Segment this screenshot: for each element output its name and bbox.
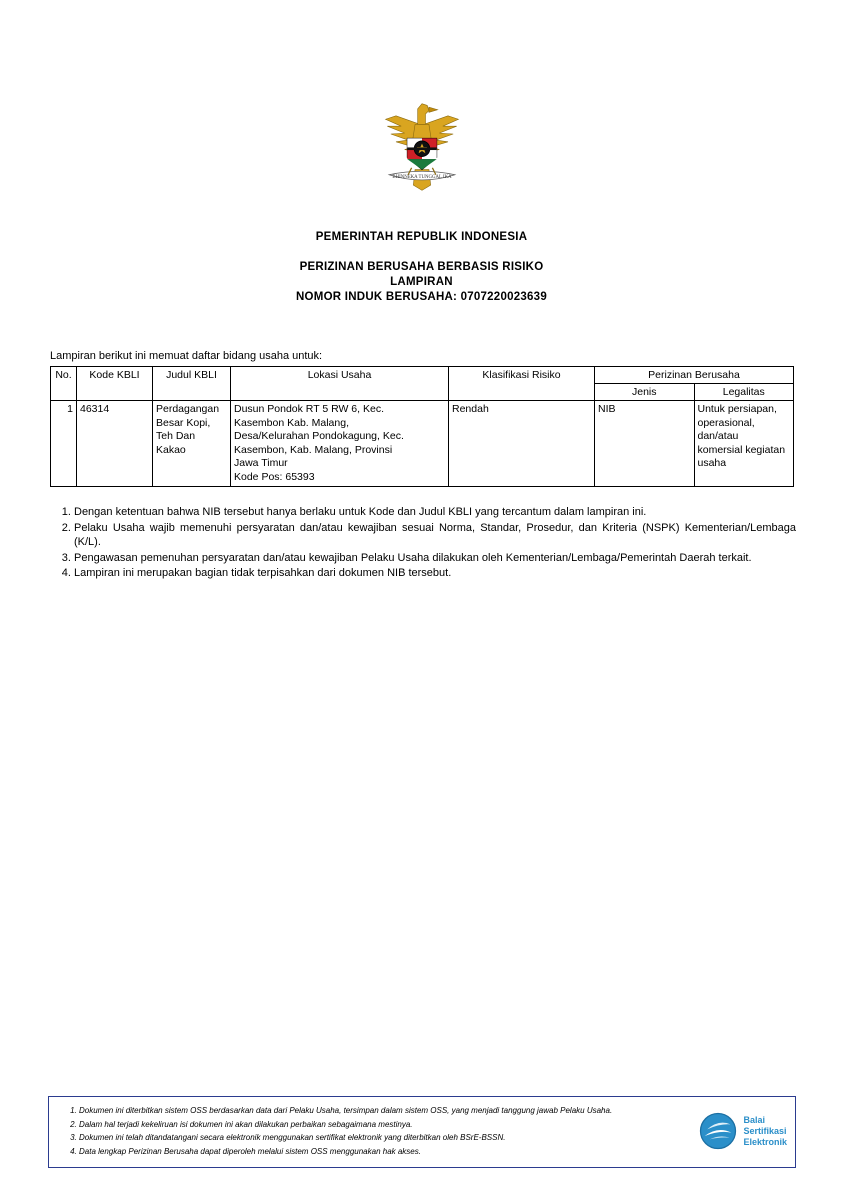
svg-text:BHINNEKA TUNGGAL IKA: BHINNEKA TUNGGAL IKA bbox=[391, 175, 452, 181]
legalitas-line: Untuk persiapan, bbox=[697, 403, 777, 415]
list-item bbox=[74, 505, 796, 520]
document-headings bbox=[0, 230, 843, 305]
header-legalitas: Legalitas bbox=[694, 384, 794, 401]
legalitas-line: komersial kegiatan bbox=[697, 443, 786, 456]
bsre-label bbox=[743, 1115, 787, 1148]
list-item bbox=[74, 551, 796, 566]
cell-kode-kbli: 46314 bbox=[77, 401, 153, 487]
note-text: Dengan ketentuan bahwa NIB tersebut hanya berlaku untuk Kode dan Judul KBLI yang tercantum dalam lampiran ini. bbox=[74, 506, 647, 518]
legalitas-line: operasional, dan/atau bbox=[697, 416, 755, 442]
header-judul-kbli: Judul KBLI bbox=[153, 367, 231, 401]
footer-notes-list bbox=[49, 1097, 669, 1158]
note-text: Lampiran ini merupakan bagian tidak terpisahkan dari dokumen NIB tersebut. bbox=[74, 567, 452, 579]
footer-note-text: Dokumen ini diterbitkan sistem OSS berdasarkan data dari Pelaku Usaha, tersimpan dalam sistem OSS, yang menjadi tanggung jawab Pelaku Usaha. bbox=[79, 1106, 613, 1115]
cell-judul-kbli bbox=[153, 401, 231, 487]
cell-no: 1 bbox=[51, 401, 77, 487]
judul-line: Perdagangan bbox=[156, 403, 220, 415]
lokasi-line: Kasembon Kab. Malang, bbox=[234, 416, 349, 429]
list-item bbox=[79, 1118, 669, 1132]
cell-klasifikasi-risiko: Rendah bbox=[449, 401, 595, 487]
lokasi-line: Desa/Kelurahan Pondokagung, Kec. bbox=[234, 430, 404, 442]
cell-lokasi-usaha bbox=[231, 401, 449, 487]
business-fields-table bbox=[50, 366, 794, 487]
list-item bbox=[79, 1145, 669, 1159]
list-item bbox=[79, 1131, 669, 1145]
emblem-container bbox=[0, 95, 843, 204]
lokasi-line: Jawa Timur bbox=[234, 457, 288, 469]
heading-title: PERIZINAN BERUSAHA BERBASIS RISIKO bbox=[299, 261, 544, 273]
header-jenis: Jenis bbox=[595, 384, 695, 401]
judul-line: Kakao bbox=[156, 443, 186, 456]
cell-legalitas bbox=[694, 401, 794, 487]
list-item bbox=[74, 566, 796, 581]
bsre-line-2: Sertifikasi bbox=[743, 1125, 787, 1136]
lokasi-line: Kasembon, Kab. Malang, Provinsi bbox=[234, 443, 393, 456]
lokasi-line: Dusun Pondok RT 5 RW 6, Kec. bbox=[234, 403, 384, 415]
table-header-row-group bbox=[51, 367, 794, 384]
lokasi-kode-pos: Kode Pos: 65393 bbox=[234, 470, 315, 483]
footer-disclaimer-box bbox=[48, 1096, 796, 1168]
judul-line: Besar Kopi, bbox=[156, 416, 211, 429]
heading-country: PEMERINTAH REPUBLIK INDONESIA bbox=[315, 231, 528, 243]
bsre-line-3: Elektronik bbox=[743, 1136, 787, 1147]
header-no: No. bbox=[51, 367, 77, 401]
footer-note-text: Dokumen ini telah ditandatangani secara elektronik menggunakan sertifikat elektronik yang diterbitkan oleh BSrE-BSSN. bbox=[79, 1133, 506, 1142]
note-text: Pelaku Usaha wajib memenuhi persyaratan dan/atau kewajiban sesuai Norma, Standar, Prosedur, dan Kriteria (NSPK) Kementerian/Lembaga (K/L). bbox=[74, 521, 796, 548]
note-text: Pengawasan pemenuhan persyaratan dan/atau kewajiban Pelaku Usaha dilakukan oleh Kementerian/Lembaga/Pemerintah Daerah terkait. bbox=[74, 551, 752, 564]
list-item bbox=[79, 1104, 669, 1118]
judul-line: Teh Dan bbox=[156, 430, 196, 442]
bsre-logo-icon bbox=[698, 1111, 738, 1151]
table-row bbox=[51, 401, 794, 487]
footer-note-text: Dalam hal terjadi kekeliruan isi dokumen ini akan dilakukan perbaikan sebagaimana mestinya. bbox=[79, 1119, 413, 1129]
bsre-signature-block bbox=[698, 1111, 787, 1151]
legalitas-line: usaha bbox=[697, 457, 727, 469]
heading-nib-number: NOMOR INDUK BERUSAHA: 0707220023639 bbox=[296, 291, 547, 303]
notes-list bbox=[48, 505, 796, 582]
heading-spacer bbox=[0, 245, 843, 260]
heading-subtitle: LAMPIRAN bbox=[390, 276, 453, 288]
header-lokasi-usaha: Lokasi Usaha bbox=[231, 367, 449, 401]
list-item bbox=[74, 521, 796, 550]
garuda-pancasila-emblem bbox=[370, 95, 474, 199]
header-klasifikasi-risiko: Klasifikasi Risiko bbox=[449, 367, 595, 401]
header-perizinan-berusaha: Perizinan Berusaha bbox=[595, 367, 794, 384]
cell-jenis: NIB bbox=[595, 401, 695, 487]
bsre-line-1: Balai bbox=[743, 1114, 765, 1125]
header-kode-kbli: Kode KBLI bbox=[77, 367, 153, 401]
intro-text: Lampiran berikut ini memuat daftar bidang usaha untuk: bbox=[50, 350, 323, 362]
footer-note-text: Data lengkap Perizinan Berusaha dapat diperoleh melalui sistem OSS menggunakan hak akses. bbox=[79, 1146, 421, 1156]
